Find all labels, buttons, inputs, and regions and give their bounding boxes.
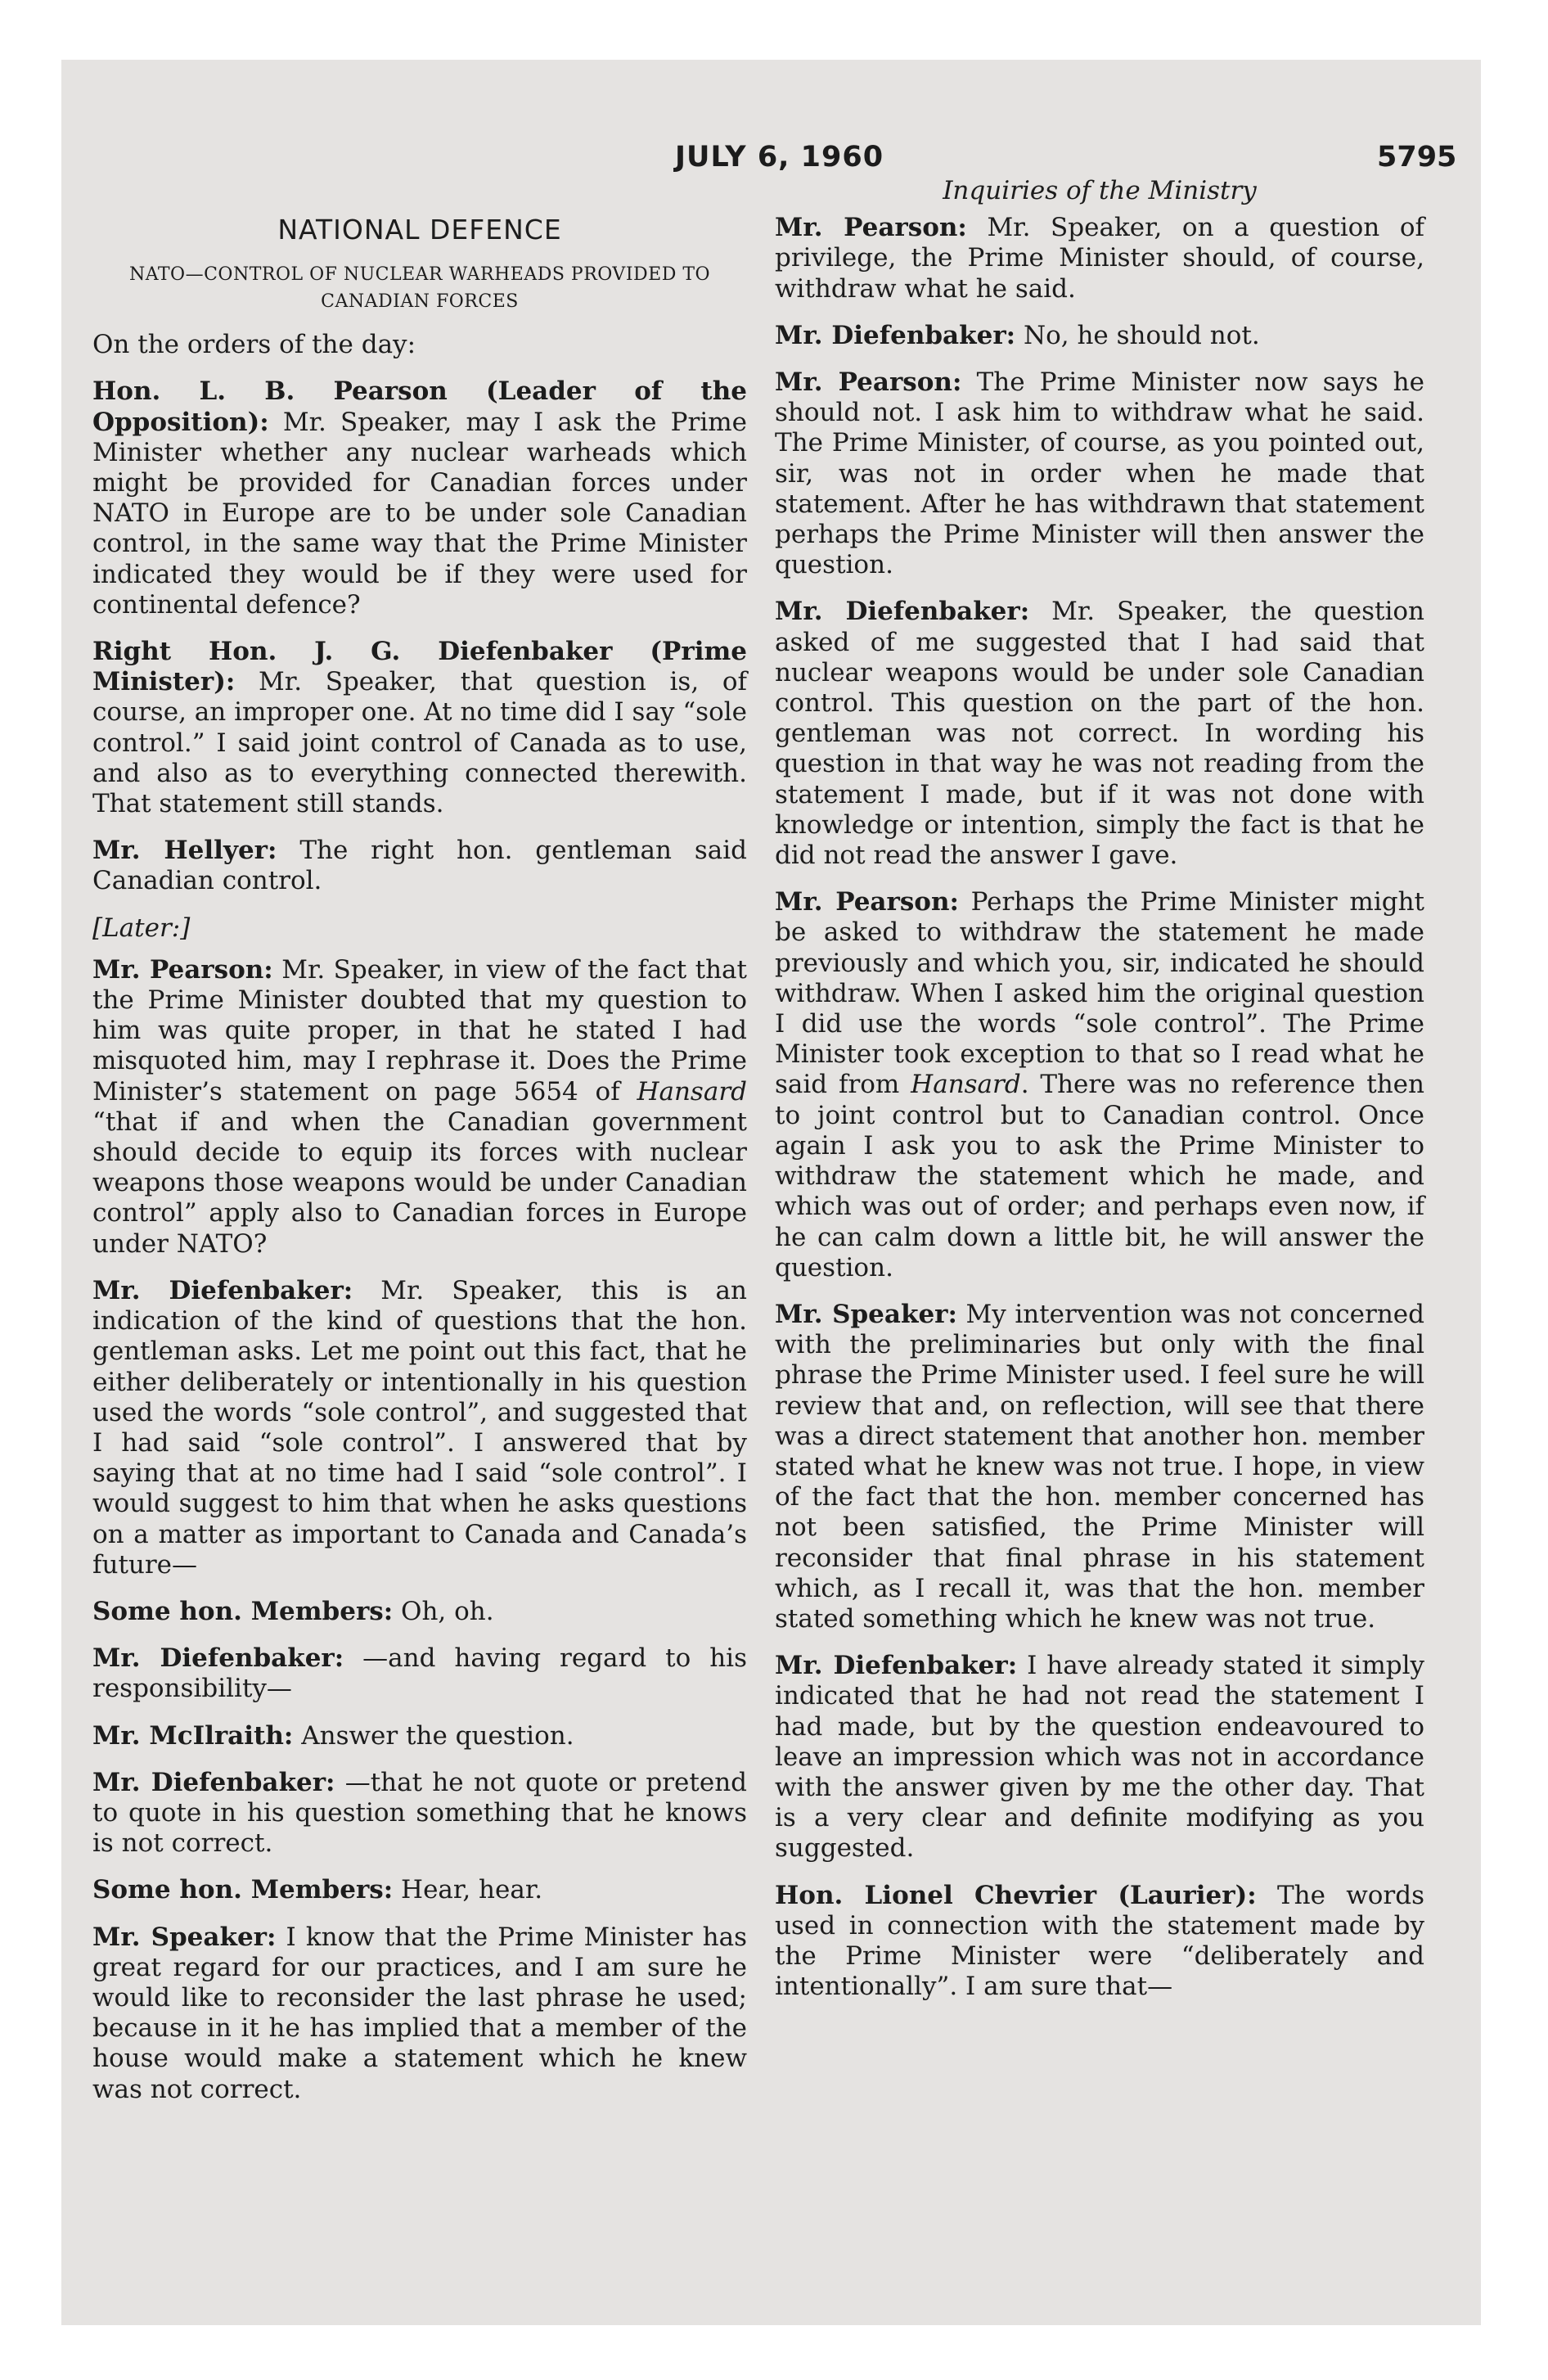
- speech-text: —that he not quote or pretend to quote in his question something that he knows is not correct.: [92, 1767, 747, 1859]
- later-note: [Later:]: [92, 913, 191, 943]
- speech-text: . There was no reference then to joint control but to Canadian control. Once again I ask you to ask the Prime Minister to withdraw the statement which he made, and which was out of order; and perhaps even now, if he can calm down a little bit, he will answer the question.: [775, 1070, 1424, 1282]
- speech-text: The words used in connection with the statement made by the Prime Minister were “deliberately and intentionally”. I am sure that—: [775, 1880, 1424, 2002]
- section-subtitle: NATO—CONTROL OF NUCLEAR WARHEADS PROVIDED TO CANADIAN FORCES: [128, 264, 711, 313]
- paragraph: On the orders of the day:: [92, 330, 416, 360]
- speech-italic: Hansard: [637, 1076, 747, 1107]
- paragraph: [92, 1276, 747, 1580]
- speaker-name: Mr. Pearson:: [92, 954, 273, 985]
- running-heading: Inquiries of the Ministry: [943, 176, 1257, 205]
- speaker-name: Mr. Pearson:: [775, 887, 959, 917]
- paragraph: [92, 1721, 747, 1751]
- speech-text: Answer the question.: [293, 1720, 574, 1751]
- speech-text: Oh, oh.: [393, 1596, 494, 1626]
- speech-text: —and having regard to his responsibility—: [92, 1643, 747, 1704]
- paragraph: [92, 1597, 747, 1627]
- speech-text: Perhaps the Prime Minister might be asked to withdraw the statement he made previously and which you, sir, indicated he should withdraw. When I asked him the original question I did use the words “sole control”. The Prime Minister took exception to that so I read what he said from: [775, 887, 1424, 1100]
- speech-text: Mr. Speaker, the question asked of me suggested that I had said that nuclear weapons would be under sole Canadian control. This question on the part of the hon. gentleman was not correct. In wording his question in that way he was not reading from the statement I made, but if it was not done with knowledge or intention, simply the fact is that he did not read the answer I gave.: [775, 597, 1424, 871]
- speaker-name: Mr. Diefenbaker:: [92, 1767, 335, 1797]
- paragraph: [92, 376, 747, 620]
- section-title: NATIONAL DEFENCE: [277, 214, 562, 246]
- speaker-name: Mr. Speaker:: [775, 1299, 957, 1329]
- paragraph: [92, 1875, 747, 1905]
- speech-text: I know that the Prime Minister has great regard for our practices, and I am sure he would like to reconsider the last phrase he used; because in it he has implied that a member of the house would make a statement which he knew was not correct.: [92, 1922, 747, 2104]
- paragraph: [775, 213, 1424, 304]
- speaker-name: Mr. Diefenbaker:: [775, 320, 1016, 350]
- paragraph: [92, 836, 747, 896]
- paragraph: [92, 637, 747, 819]
- speaker-name: Mr. Hellyer:: [92, 836, 277, 866]
- paragraph: [775, 1881, 1424, 2003]
- paragraph: [775, 887, 1424, 1283]
- speech-text: Mr. Speaker, on a question of privilege, the Prime Minister should, of course, withdraw what he said.: [775, 213, 1424, 304]
- speaker-name: Some hon. Members:: [92, 1596, 394, 1626]
- paragraph: [92, 955, 747, 1260]
- speaker-name: Some hon. Members:: [92, 1875, 394, 1905]
- left-column: [92, 214, 747, 2121]
- speech-text: Mr. Speaker, may I ask the Prime Minister whether any nuclear warheads which might be provided for Canadian forces under NATO in Europe are to be under sole Canadian control, in the same way that the Prime Minister indicated they would be if they were used for continental defence?: [92, 407, 747, 620]
- speaker-name: Mr. Diefenbaker:: [92, 1643, 344, 1674]
- speaker-name: Mr. Speaker:: [92, 1922, 277, 1952]
- speech-text: Hear, hear.: [393, 1875, 543, 1905]
- paragraph: [92, 1768, 747, 1859]
- speech-text: Mr. Speaker, this is an indication of the kind of questions that the hon. gentleman asks. Let me point out this fact, that he either deliberately or intentionally in his question used the words “sole control”, and suggested that I had said “sole control”. I answered that by saying that at no time had I said “sole control”. I would suggest to him that when he asks questions on a matter as important to Canada and Canada’s future—: [92, 1275, 748, 1580]
- page-number: 5795: [1377, 141, 1457, 174]
- speaker-name: Right Hon. J. G. Diefenbaker (Prime Minister):: [92, 637, 747, 697]
- paragraph: [92, 1643, 747, 1704]
- speaker-name: Mr. Diefenbaker:: [775, 597, 1030, 627]
- paragraph: [775, 597, 1424, 871]
- speaker-name: Mr. McIlraith:: [92, 1720, 294, 1751]
- right-column: [775, 176, 1424, 2018]
- speaker-name: Mr. Pearson:: [775, 367, 962, 398]
- speaker-name: Mr. Pearson:: [775, 213, 967, 243]
- speech-text: Mr. Speaker, in view of the fact that the Prime Minister doubted that my question to him was quite proper, in that he stated I had misquoted him, may I rephrase it. Does the Prime Minister’s statement on page 5654 of: [92, 954, 747, 1107]
- speech-text: My intervention was not concerned with the preliminaries but only with the final phrase the Prime Minister used. I feel sure he will review that and, on reflection, will see that there was a direct statement that another hon. member stated what he knew was not true. I hope, in view of the fact that the hon. member concerned has not been satisfied, the Prime Minister will reconsider that final phrase in his statement which, as I recall it, was that the hon. member stated something which he knew was not true.: [775, 1299, 1424, 1634]
- speaker-name: Hon. Lionel Chevrier (Laurier):: [775, 1880, 1257, 1910]
- page-date: JULY 6, 1960: [675, 141, 884, 174]
- speaker-name: Mr. Diefenbaker:: [92, 1275, 353, 1305]
- speech-text: The right hon. gentleman said Canadian control.: [92, 836, 748, 896]
- paragraph: [775, 321, 1424, 351]
- paragraph: [775, 1651, 1424, 1864]
- paragraph: [775, 367, 1424, 580]
- speech-text: I have already stated it simply indicated that he had not read the statement I had made, but by the question endeavoured to leave an impression which was not in accordance with the answer given by me the other day. That is a very clear and definite modifying as you suggested.: [775, 1651, 1424, 1864]
- speech-text: Mr. Speaker, that question is, of course, an improper one. At no time did I say “sole control.” I said joint control of Canada as to use, and also as to everything connected therewith. That statement still stands.: [92, 667, 747, 819]
- paragraph: [775, 1300, 1424, 1634]
- speech-italic: Hansard: [911, 1070, 1021, 1100]
- speech-text: The Prime Minister now says he should not. I ask him to withdraw what he said. The Prime Minister, of course, as you pointed out, sir, was not in order when he made that statement. After he has withdrawn that statement perhaps the Prime Minister will then answer the question.: [775, 367, 1424, 580]
- speaker-name: Mr. Diefenbaker:: [775, 1651, 1018, 1681]
- speech-text: “that if and when the Canadian government should decide to equip its forces with nuclear weapons those weapons would be under Canadian control” apply also to Canadian forces in Europe under NATO?: [92, 1107, 747, 1259]
- speech-text: No, he should not.: [1015, 320, 1260, 350]
- speaker-name: Hon. L. B. Pearson (Leader of the Opposition):: [92, 376, 747, 437]
- paragraph: [92, 1922, 747, 2105]
